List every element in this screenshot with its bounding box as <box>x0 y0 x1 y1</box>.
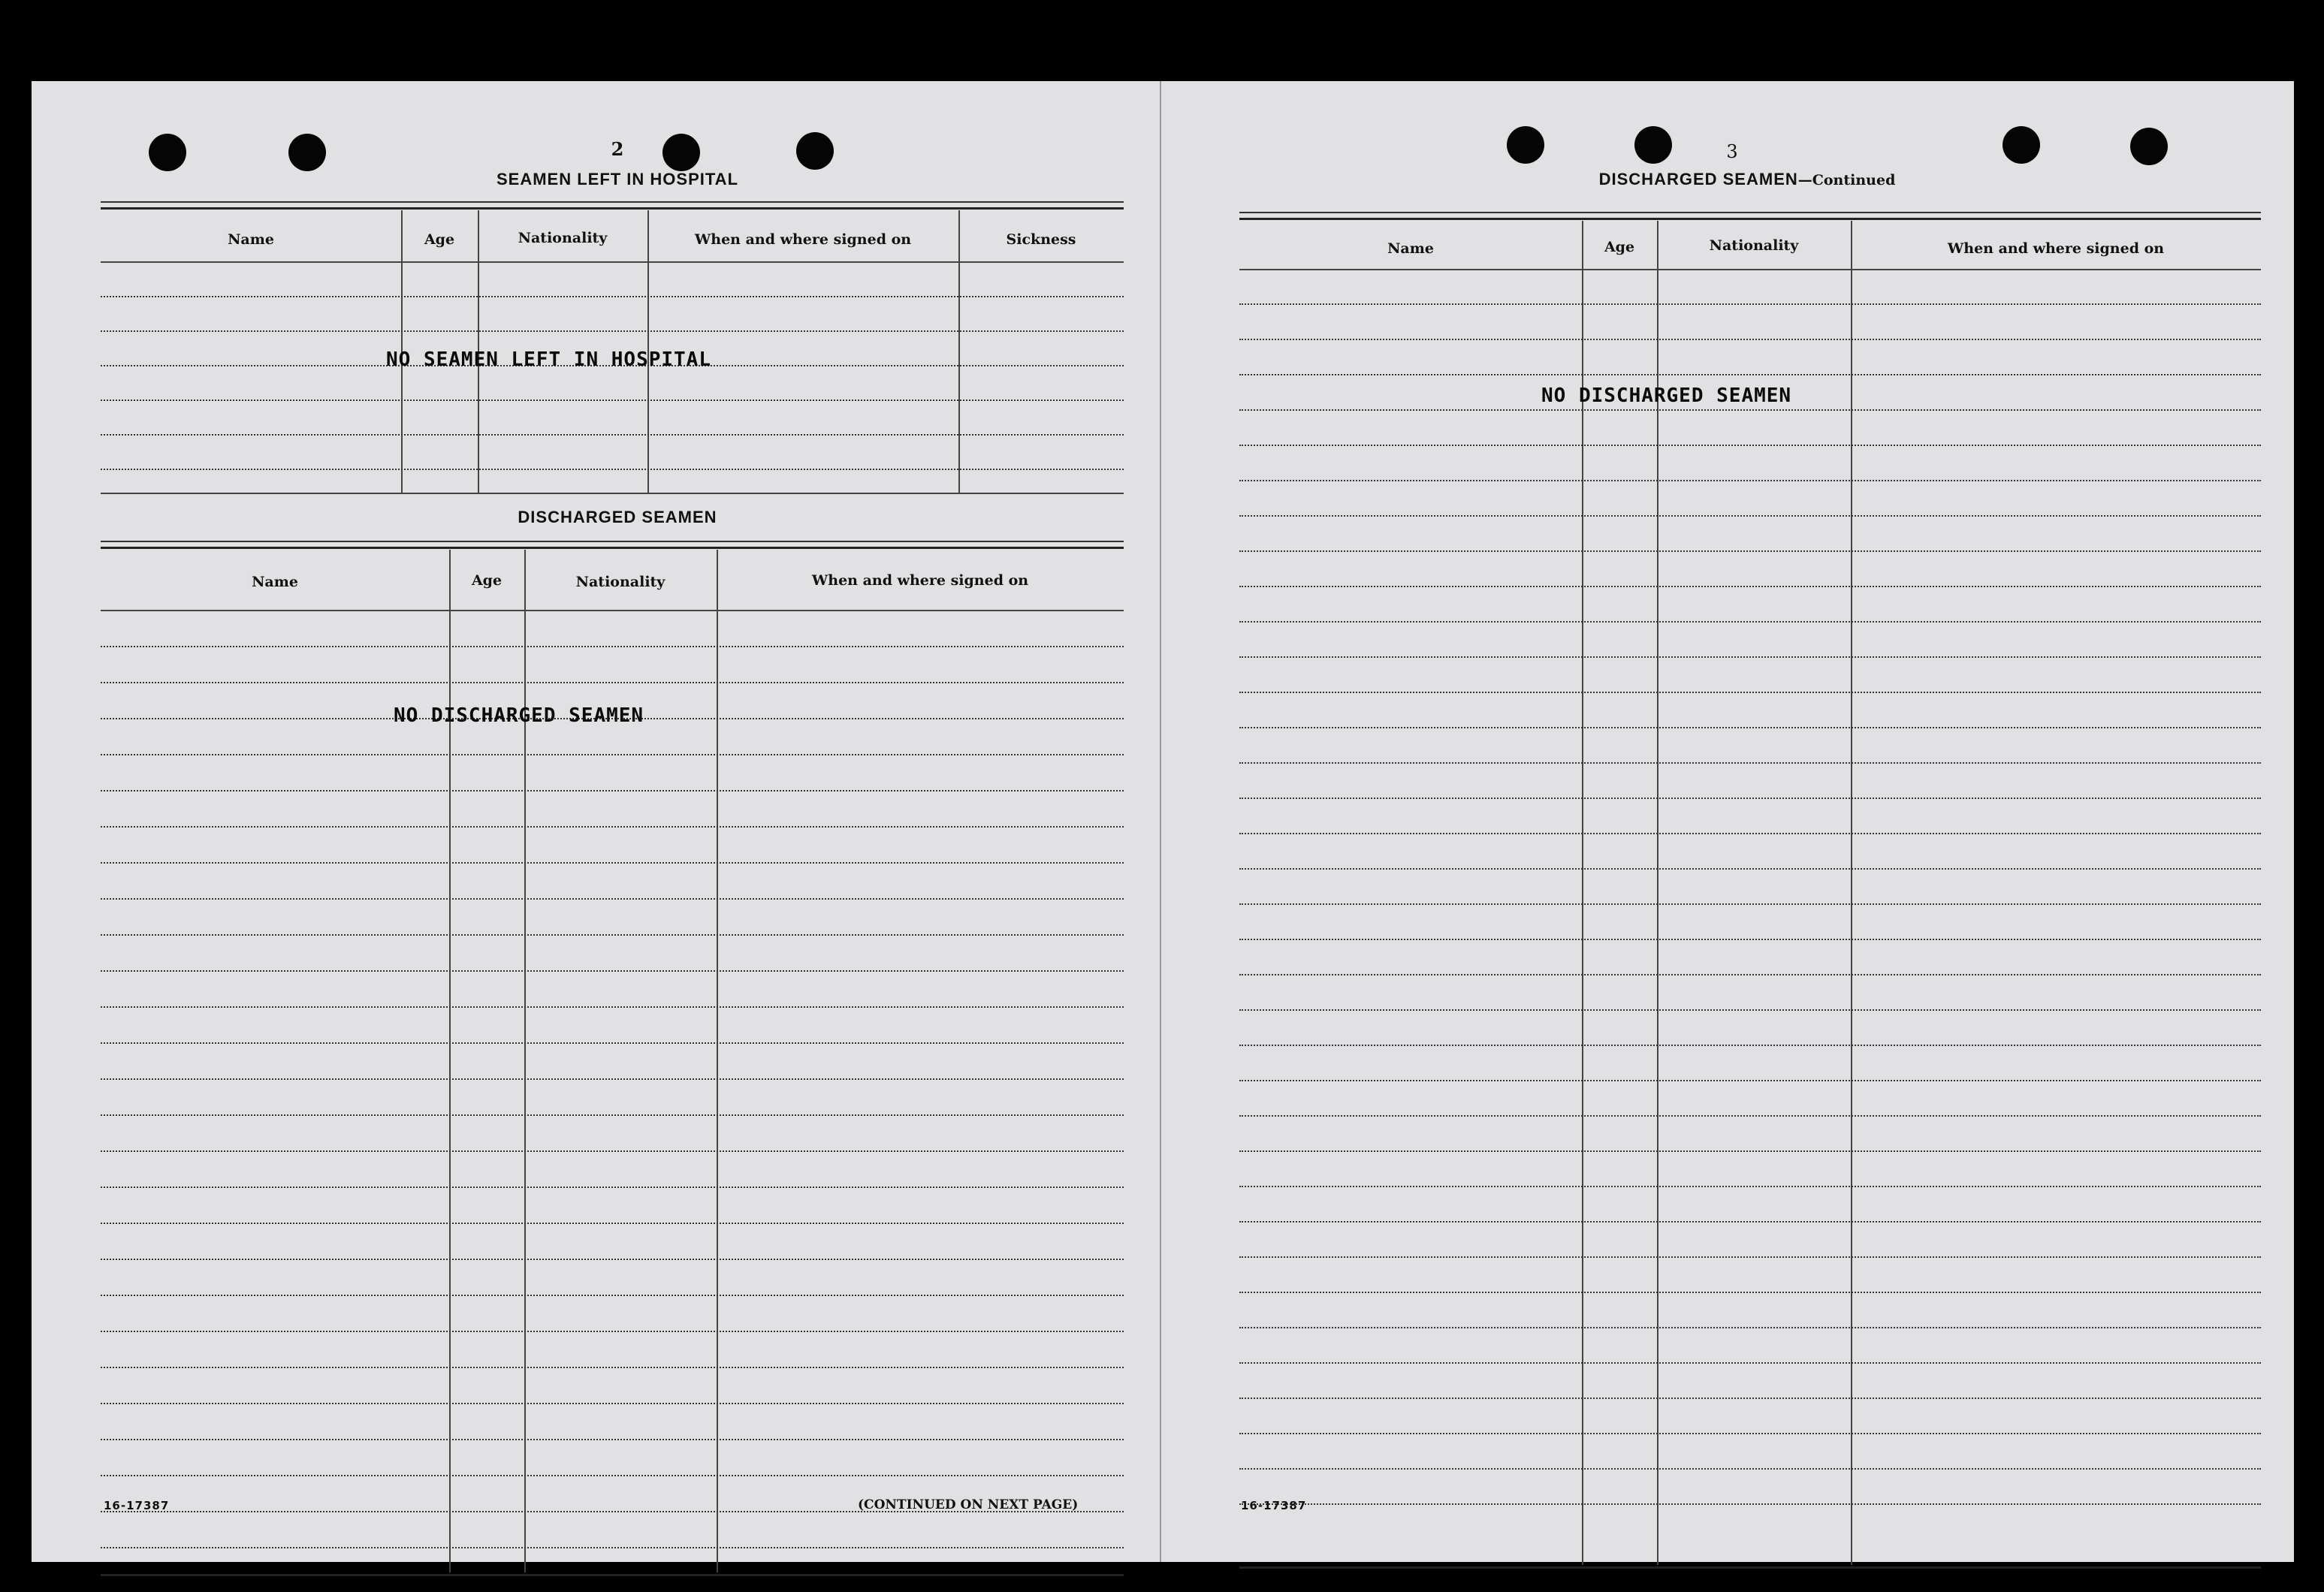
ruled-row-line <box>101 682 1124 683</box>
ruled-row-line <box>101 1150 1124 1152</box>
binder-hole <box>1507 126 1544 164</box>
ruled-row-line <box>1239 727 2261 728</box>
col-header-nationality: Nationality <box>518 230 608 246</box>
form-number: 16-17387 <box>104 1499 170 1512</box>
ruled-row-line <box>1239 480 2261 481</box>
ruled-row-line <box>1239 1115 2261 1117</box>
ruled-row-line <box>1239 1256 2261 1258</box>
ruled-row-line <box>101 1223 1124 1224</box>
col-header-name: Name <box>228 231 274 248</box>
ruled-row-line <box>1239 939 2261 940</box>
discharged-table-right <box>1239 212 2261 1569</box>
ruled-row-line <box>1239 515 2261 517</box>
ruled-row-line <box>101 646 1124 647</box>
ruled-row-line <box>101 1078 1124 1080</box>
ruled-row-line <box>1239 974 2261 975</box>
ruled-row-line <box>1239 621 2261 623</box>
col-header-signed-on: When and where signed on <box>694 231 912 248</box>
left-form-page <box>32 81 1160 1562</box>
ruled-row-line <box>101 1439 1124 1440</box>
ruled-row-line <box>101 754 1124 755</box>
ruled-row-line <box>101 1114 1124 1116</box>
right-form-page <box>1160 81 2294 1562</box>
col-header-nationality: Nationality <box>575 574 666 590</box>
col-header-signed-on: When and where signed on <box>811 572 1029 589</box>
ruled-row-line <box>1239 1009 2261 1011</box>
col-header-age: Age <box>424 231 455 248</box>
ruled-row-line <box>101 934 1124 936</box>
col-header-sickness: Sickness <box>1006 231 1076 248</box>
page-number: 3 <box>1726 141 1738 162</box>
ruled-row-line <box>1239 586 2261 587</box>
ruled-row-line <box>1239 762 2261 764</box>
binder-hole <box>1634 126 1672 164</box>
col-header-signed-on: When and where signed on <box>1947 240 2165 257</box>
ruled-row-line <box>101 1331 1124 1332</box>
col-header-name: Name <box>252 574 298 590</box>
form-number: 16-17387 <box>1241 1499 1307 1512</box>
ruled-row-line <box>1239 1362 2261 1364</box>
binder-hole <box>2130 128 2168 165</box>
binder-hole <box>288 134 326 171</box>
binder-hole <box>796 132 834 170</box>
ruled-row-line <box>101 862 1124 864</box>
col-header-nationality: Nationality <box>1709 237 1799 254</box>
col-header-name: Name <box>1387 240 1434 257</box>
ruled-row-line <box>101 1042 1124 1044</box>
ruled-row-line <box>1239 1080 2261 1081</box>
ruled-row-line <box>1239 445 2261 446</box>
ruled-row-line <box>1239 656 2261 658</box>
ruled-row-line <box>1239 1327 2261 1328</box>
ruled-row-line <box>1239 1433 2261 1434</box>
ruled-row-line <box>101 1295 1124 1296</box>
section-title-hospital: SEAMEN LEFT IN HOSPITAL <box>496 170 739 188</box>
ruled-row-line <box>101 1475 1124 1476</box>
page-number: 2 <box>611 138 624 160</box>
ruled-row-line <box>1239 903 2261 905</box>
ruled-row-line <box>1239 303 2261 305</box>
ruled-row-line <box>101 970 1124 972</box>
section-title-discharged-continued <box>1447 170 2048 189</box>
ruled-row-line <box>1239 374 2261 375</box>
ruled-row-line <box>1239 1468 2261 1470</box>
col-header-age: Age <box>1604 239 1635 255</box>
hospital-table <box>101 201 1124 494</box>
ruled-row-line <box>1239 1503 2261 1505</box>
ruled-row-line <box>101 1006 1124 1008</box>
ruled-row-line <box>1239 339 2261 340</box>
discharged-table-left <box>101 541 1124 1577</box>
ruled-row-line <box>1239 1221 2261 1223</box>
ruled-row-line <box>1239 1398 2261 1399</box>
table-bottom-rule <box>101 1574 1124 1576</box>
ruled-row-line <box>1239 692 2261 693</box>
ruled-row-line <box>1239 1186 2261 1187</box>
ruled-row-line <box>1239 1150 2261 1152</box>
ruled-row-line <box>1239 868 2261 870</box>
section-title-discharged: DISCHARGED SEAMEN <box>518 508 717 526</box>
ruled-row-line <box>101 898 1124 900</box>
ruled-row-line <box>101 1259 1124 1260</box>
binder-hole <box>149 134 186 171</box>
ruled-row-line <box>1239 798 2261 799</box>
section-title-suffix: —Continued <box>1797 172 1896 188</box>
ruled-row-line <box>1239 1045 2261 1046</box>
ruled-row-line <box>101 1547 1124 1548</box>
ruled-row-line <box>101 1186 1124 1188</box>
ruled-row-line <box>1239 1292 2261 1293</box>
ruled-row-line <box>101 1403 1124 1404</box>
continued-note: (CONTINUED ON NEXT PAGE) <box>858 1497 1079 1512</box>
ruled-row-line <box>101 790 1124 791</box>
section-title-main: DISCHARGED SEAMEN <box>1598 170 1798 188</box>
ruled-row-line <box>101 826 1124 828</box>
binder-hole <box>2003 126 2040 164</box>
ruled-row-line <box>101 1367 1124 1368</box>
typed-entry-discharged-continued: NO DISCHARGED SEAMEN <box>1541 384 1792 407</box>
ruled-row-line <box>1239 409 2261 411</box>
typed-entry-discharged: NO DISCHARGED SEAMEN <box>394 704 644 727</box>
ruled-row-line <box>1239 550 2261 552</box>
table-bottom-rule <box>1239 1566 2261 1569</box>
col-header-age: Age <box>471 572 503 589</box>
ruled-row-line <box>1239 833 2261 834</box>
typed-entry-hospital: NO SEAMEN LEFT IN HOSPITAL <box>386 348 711 371</box>
